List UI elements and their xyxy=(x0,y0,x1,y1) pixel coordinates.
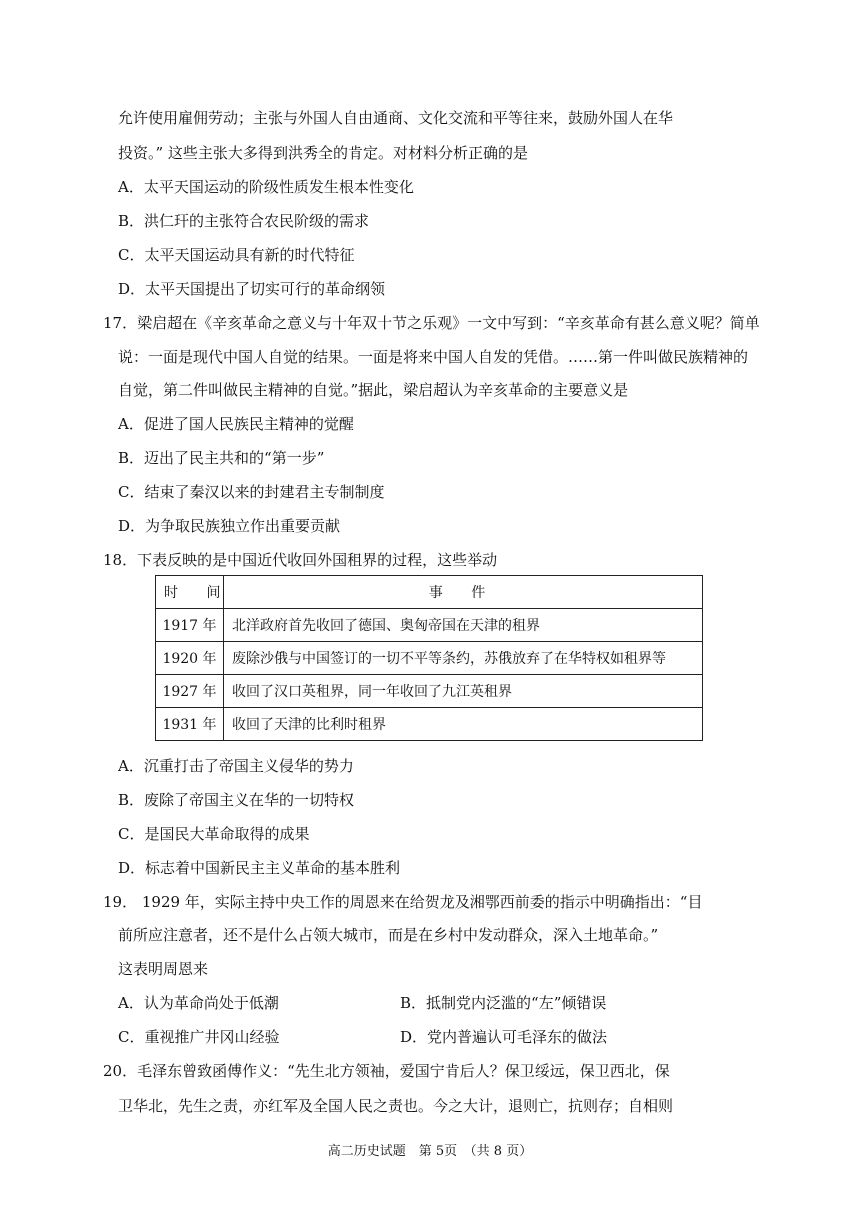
q17-stem-line-3: 自觉，第二件叫做民主精神的自觉。”据此，梁启超认为辛亥革命的主要意义是 xyxy=(118,381,629,399)
table-row xyxy=(156,642,703,675)
q19-option-d: D．党内普遍认可毛泽东的做法 xyxy=(400,1028,608,1046)
table-cell-year: 1917 年 xyxy=(156,609,224,642)
q17-option-c: C．结束了秦汉以来的封建君主专制制度 xyxy=(118,483,385,501)
q16-option-a: A．太平天国运动的阶级性质发生根本性变化 xyxy=(118,178,414,196)
q18-option-a: A．沉重打击了帝国主义侵华的势力 xyxy=(118,757,354,775)
table-cell-event: 收回了汉口英租界，同一年收回了九江英租界 xyxy=(224,675,703,708)
q18-option-b: B．废除了帝国主义在华的一切特权 xyxy=(118,791,355,809)
q16-line-1: 允许使用雇佣劳动；主张与外国人自由通商、文化交流和平等往来，鼓励外国人在华 xyxy=(118,109,674,127)
table-cell-year: 1927 年 xyxy=(156,675,224,708)
q16-option-c: C．太平天国运动具有新的时代特征 xyxy=(118,246,355,264)
q17-stem-line-2: 说：一面是现代中国人自觉的结果。一面是将来中国人自发的凭借。……第一件叫做民族精神的 xyxy=(118,348,749,366)
q17-option-d: D．为争取民族独立作出重要贡献 xyxy=(118,517,341,535)
q19-option-b: B．抵制党内泛滥的“左”倾错误 xyxy=(400,994,607,1012)
q19-option-c: C．重视推广井冈山经验 xyxy=(118,1028,280,1046)
table-header-event: 事 件 xyxy=(224,576,703,609)
table-row xyxy=(156,708,703,741)
table-row xyxy=(156,675,703,708)
table-cell-event: 北洋政府首先收回了德国、奥匈帝国在天津的租界 xyxy=(224,609,703,642)
q17-stem-line-1: 17．梁启超在《辛亥革命之意义与十年双十节之乐观》一文中写到：“辛亥革命有甚么意义呢？简单 xyxy=(103,314,760,332)
page-footer: 高二历史试题 第 5页 （共 8 页） xyxy=(327,1144,533,1159)
q19-option-a: A．认为革命尚处于低潮 xyxy=(118,994,279,1012)
q19-stem-line-1: 19． 1929 年，实际主持中央工作的周恩来在给贺龙及湘鄂西前委的指示中明确指出：“目 xyxy=(103,893,703,911)
table-cell-year: 1931 年 xyxy=(156,708,224,741)
q17-option-b: B．迈出了民主共和的“第一步” xyxy=(118,449,325,467)
table-row xyxy=(156,609,703,642)
q18-events-table xyxy=(155,575,703,741)
q17-option-a: A．促进了国人民族民主精神的觉醒 xyxy=(118,415,354,433)
q19-stem-line-3: 这表明周恩来 xyxy=(118,960,209,978)
q16-line-2: 投资。” 这些主张大多得到洪秀全的肯定。对材料分析正确的是 xyxy=(118,144,528,162)
q16-option-d: D．太平天国提出了切实可行的革命纲领 xyxy=(118,280,386,298)
q16-option-b: B．洪仁玕的主张符合农民阶级的需求 xyxy=(118,212,370,230)
table-cell-year: 1920 年 xyxy=(156,642,224,675)
q20-stem-line-1: 20．毛泽东曾致函傅作义：“先生北方领袖，爱国宁肯后人？保卫绥远，保卫西北，保 xyxy=(103,1062,670,1080)
q19-stem-line-2: 前所应注意者，还不是什么占领大城市，而是在乡村中发动群众，深入土地革命。” xyxy=(118,926,659,944)
table-cell-event: 废除沙俄与中国签订的一切不平等条约，苏俄放弃了在华特权如租界等 xyxy=(224,642,703,675)
table-header-row xyxy=(156,576,703,609)
q18-stem: 18．下表反映的是中国近代收回外国租界的过程，这些举动 xyxy=(103,551,498,569)
q18-option-d: D．标志着中国新民主主义革命的基本胜利 xyxy=(118,859,401,877)
table-cell-event: 收回了天津的比利时租界 xyxy=(224,708,703,741)
q20-stem-line-2: 卫华北，先生之责，亦红军及全国人民之责也。今之大计，退则亡，抗则存；自相则 xyxy=(118,1097,674,1115)
q18-option-c: C．是国民大革命取得的成果 xyxy=(118,825,310,843)
table-header-time: 时 间 xyxy=(156,576,224,609)
